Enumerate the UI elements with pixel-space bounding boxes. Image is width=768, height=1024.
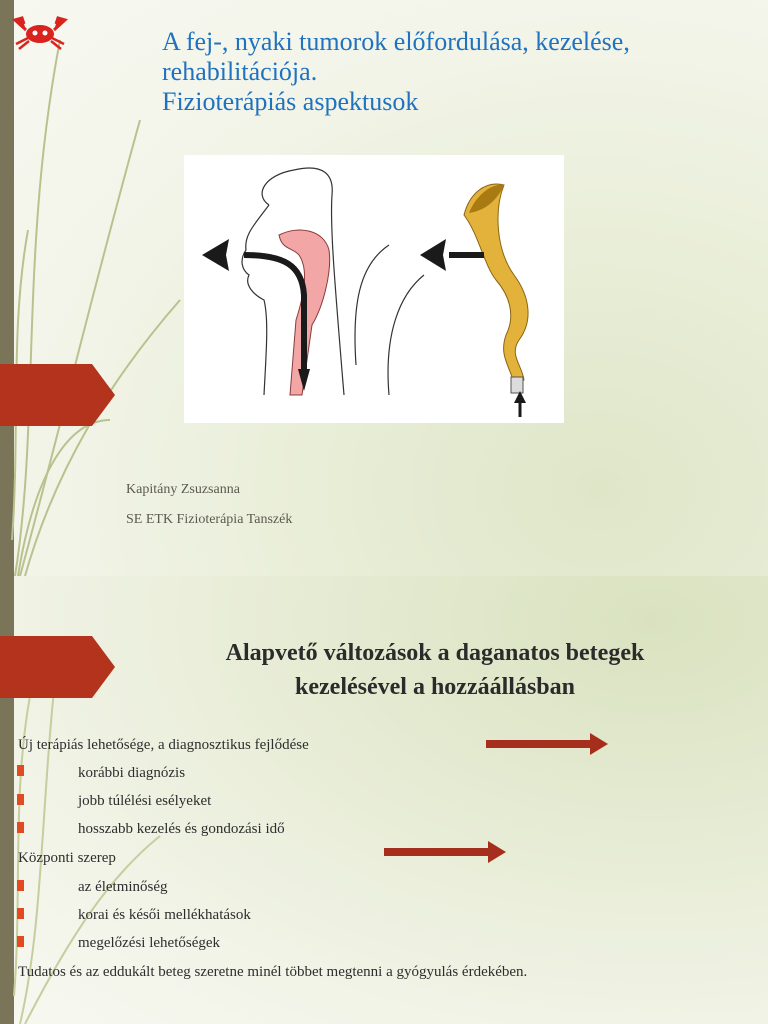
- list-item-sub: az életminőség: [78, 879, 168, 895]
- bullet-icon: [17, 765, 24, 776]
- crab-logo-icon: [10, 12, 70, 52]
- department-name: SE ETK Fizioterápia Tanszék: [126, 512, 293, 527]
- list-item-sub: korai és késői mellékhatások: [78, 907, 251, 923]
- slide-2-title: Alapvető változások a daganatos betegek kezelésével a hozzáállásban: [225, 640, 645, 700]
- bullet-icon: [17, 880, 24, 891]
- slide-1-title: A fej-, nyaki tumorok előfordulása, kezelése, rehabilitációja. Fizioterápiás aspektusok: [162, 27, 630, 116]
- list-item-sub: hosszabb kezelés és gondozási idő: [78, 821, 285, 837]
- author-name: Kapitány Zsuzsanna: [126, 482, 240, 497]
- bullet-icon: [17, 936, 24, 947]
- list-item-main: Tudatos és az eddukált beteg szeretne minél többet megtenni a gyógyulás érdekében.: [18, 964, 528, 980]
- red-tag-shape: [0, 636, 115, 698]
- right-arrow-icon: [486, 731, 608, 757]
- slide-2: [0, 576, 768, 1024]
- bullet-icon: [17, 794, 24, 805]
- bullet-icon: [17, 822, 24, 833]
- list-item-main: Központi szerep: [18, 850, 116, 866]
- list-item-sub: megelőzési lehetőségek: [78, 935, 221, 951]
- list-item-main: Új terápiás lehetősége, a diagnosztikus fejlődése: [18, 737, 309, 753]
- red-tag-shape: [0, 364, 115, 426]
- right-arrow-icon: [384, 839, 506, 865]
- horn-shape: [464, 184, 528, 383]
- head-profile-drawing: [242, 168, 424, 395]
- list-item-sub: jobb túlélési esélyeket: [78, 793, 212, 809]
- bullet-icon: [17, 908, 24, 919]
- list-item-sub: korábbi diagnózis: [78, 765, 186, 781]
- voice-illustration: [184, 155, 564, 423]
